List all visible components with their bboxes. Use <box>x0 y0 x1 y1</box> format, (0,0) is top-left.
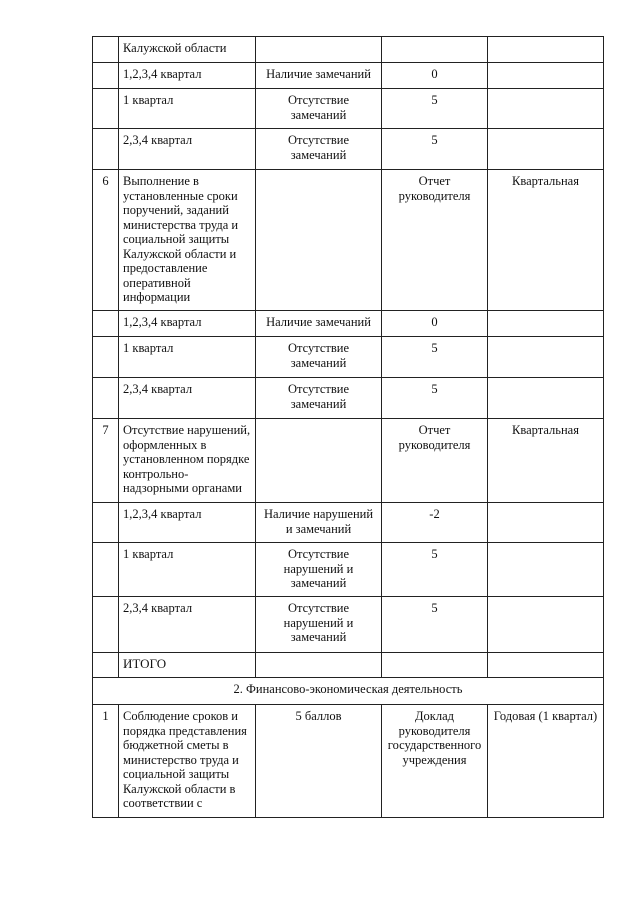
period-cell <box>488 37 604 63</box>
table-row <box>93 503 604 543</box>
indicator-text: Соблюдение сроков и порядка представления бюджетной сметы в министерство труда и социальной защиты Калужской области в соответствии с <box>119 705 256 818</box>
table-row <box>93 63 604 89</box>
indicator-text: 2,3,4 квартал <box>119 378 256 419</box>
criterion-cell: Отсутствие замечаний <box>256 378 382 419</box>
row-number <box>93 653 119 678</box>
criterion-cell <box>256 419 382 503</box>
criterion-cell: Отсутствие нарушений и замечаний <box>256 543 382 597</box>
value-cell: 5 <box>382 129 488 170</box>
table-row <box>93 705 604 818</box>
period-cell <box>488 378 604 419</box>
period-cell: Квартальная <box>488 170 604 311</box>
total-label: ИТОГО <box>119 653 256 678</box>
period-cell <box>488 543 604 597</box>
row-number <box>93 89 119 129</box>
value-cell <box>382 37 488 63</box>
table-row <box>93 170 604 311</box>
row-number: 1 <box>93 705 119 818</box>
value-cell: Отчет руководителя <box>382 170 488 311</box>
row-number <box>93 37 119 63</box>
criterion-cell: Наличие замечаний <box>256 63 382 89</box>
value-cell: 5 <box>382 597 488 653</box>
criteria-table-body <box>93 37 604 818</box>
criterion-cell: Отсутствие замечаний <box>256 337 382 378</box>
table-row <box>93 378 604 419</box>
criterion-cell: 5 баллов <box>256 705 382 818</box>
table-row <box>93 37 604 63</box>
indicator-text: 1 квартал <box>119 337 256 378</box>
period-cell <box>488 311 604 337</box>
value-cell: Отчет руководителя <box>382 419 488 503</box>
value-cell <box>382 653 488 678</box>
period-cell <box>488 337 604 378</box>
criterion-cell: Отсутствие замечаний <box>256 89 382 129</box>
table-row <box>93 129 604 170</box>
period-cell <box>488 63 604 89</box>
value-cell: 0 <box>382 311 488 337</box>
table-row <box>93 311 604 337</box>
row-number <box>93 63 119 89</box>
criterion-cell: Наличие нарушений и замечаний <box>256 503 382 543</box>
period-cell <box>488 653 604 678</box>
indicator-text: 1,2,3,4 квартал <box>119 503 256 543</box>
criterion-cell: Отсутствие нарушений и замечаний <box>256 597 382 653</box>
value-cell: Доклад руководителя государственного учреждения <box>382 705 488 818</box>
total-row <box>93 653 604 678</box>
value-cell: 5 <box>382 378 488 419</box>
period-cell <box>488 129 604 170</box>
row-number: 7 <box>93 419 119 503</box>
criterion-cell <box>256 37 382 63</box>
period-cell <box>488 503 604 543</box>
period-cell <box>488 597 604 653</box>
table-row <box>93 337 604 378</box>
table-row <box>93 543 604 597</box>
indicator-text: 2,3,4 квартал <box>119 129 256 170</box>
value-cell: -2 <box>382 503 488 543</box>
row-number <box>93 337 119 378</box>
indicator-text: Отсутствие нарушений, оформленных в установленном порядке контрольно-надзорными органами <box>119 419 256 503</box>
row-number <box>93 597 119 653</box>
section-title: 2. Финансово-экономическая деятельность <box>93 678 604 705</box>
table-row <box>93 419 604 503</box>
criterion-cell <box>256 170 382 311</box>
criterion-cell: Отсутствие замечаний <box>256 129 382 170</box>
section-header-row <box>93 678 604 705</box>
criterion-cell: Наличие замечаний <box>256 311 382 337</box>
row-number <box>93 503 119 543</box>
period-cell: Годовая (1 квартал) <box>488 705 604 818</box>
period-cell: Квартальная <box>488 419 604 503</box>
row-number <box>93 378 119 419</box>
table-row <box>93 89 604 129</box>
criteria-table <box>92 36 604 818</box>
row-number <box>93 129 119 170</box>
indicator-text: 1,2,3,4 квартал <box>119 63 256 89</box>
value-cell: 5 <box>382 337 488 378</box>
indicator-text: 1 квартал <box>119 89 256 129</box>
row-number <box>93 543 119 597</box>
indicator-text: 1 квартал <box>119 543 256 597</box>
indicator-text: 1,2,3,4 квартал <box>119 311 256 337</box>
indicator-text: Калужской области <box>119 37 256 63</box>
indicator-text: 2,3,4 квартал <box>119 597 256 653</box>
period-cell <box>488 89 604 129</box>
row-number: 6 <box>93 170 119 311</box>
value-cell: 5 <box>382 89 488 129</box>
value-cell: 5 <box>382 543 488 597</box>
value-cell: 0 <box>382 63 488 89</box>
row-number <box>93 311 119 337</box>
criterion-cell <box>256 653 382 678</box>
indicator-text: Выполнение в установленные сроки поручений, заданий министерства труда и социальной защиты Калужской области и предоставление оперативной информации <box>119 170 256 311</box>
table-row <box>93 597 604 653</box>
